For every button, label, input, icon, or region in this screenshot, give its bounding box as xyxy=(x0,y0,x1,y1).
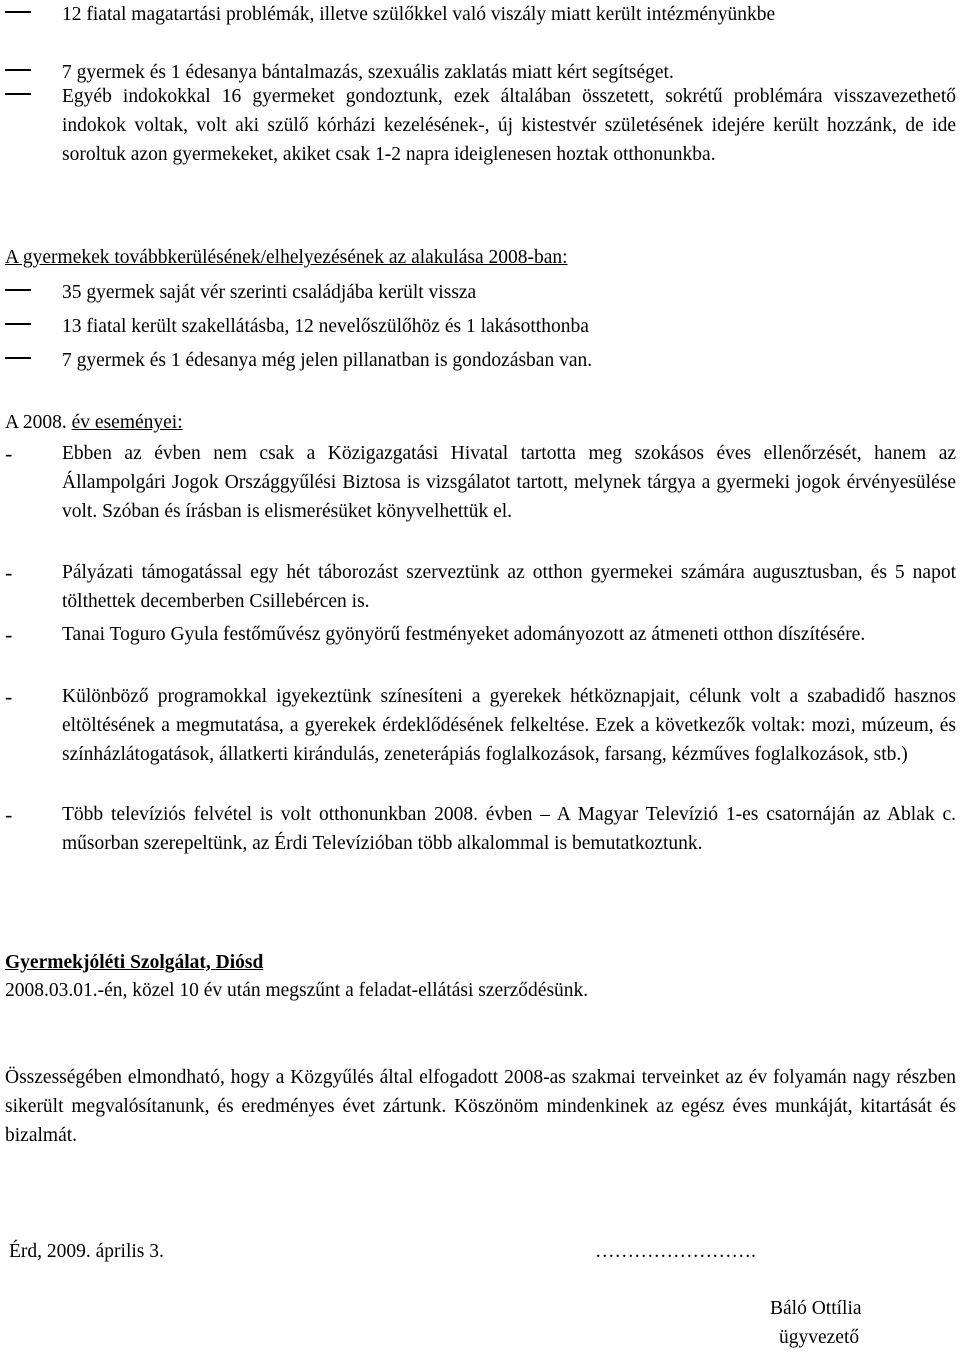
signature-line: ……………………. xyxy=(595,1241,756,1262)
hyphen-bullet: - xyxy=(5,560,13,585)
list-item-text: Különböző programokkal igyekeztünk színesíteni a gyerekek hétköznapjait, célunk volt a szabadidő hasznos eltöltésének a megmutatása, a gyerekek érdeklődésének felkeltése. Ezek a következők voltak: mozi, múzeum, és színházlátogatások, állatkerti kirándulás, zeneterápiás foglalkozások, farsang, kézműves foglalkozások, stb.) xyxy=(62,686,956,765)
dash-bullet-icon xyxy=(5,82,35,95)
list-item xyxy=(5,82,956,169)
placement-heading: A gyermekek továbbkerülésének/elhelyezésének az alakulása 2008-ban: xyxy=(5,247,568,268)
summary-paragraph: Összességében elmondható, hogy a Közgyűlés által elfogadott 2008-as szakmai terveinket az év folyamán nagy részben sikerült megvalósítanunk, és eredményes évet zártunk. Köszönöm mindenkinek az egész éves munkáját, kitartását és bizalmát. xyxy=(5,1067,956,1146)
list-item xyxy=(5,346,956,375)
signer-name: Báló Ottília xyxy=(770,1298,862,1319)
list-item xyxy=(5,0,956,29)
service-text: 2008.03.01.-én, közel 10 év után megszűnt a feladat-ellátási szerződésünk. xyxy=(5,980,589,1001)
dash-bullet-icon xyxy=(5,312,35,325)
service-heading: Gyermekjóléti Szolgálat, Diósd xyxy=(5,952,264,973)
list-item xyxy=(5,800,956,858)
dash-bullet-icon xyxy=(5,58,35,71)
list-item xyxy=(5,620,956,649)
dash-bullet-icon xyxy=(5,346,35,359)
hyphen-bullet: - xyxy=(5,441,13,466)
place-date: Érd, 2009. április 3. xyxy=(9,1241,164,1262)
list-item-text: Ebben az évben nem csak a Közigazgatási Hivatal tartotta meg szokásos éves ellenőrzését, hanem az Állampolgári Jogok Országgyűlési Biztosa is vizsgálatot tartott, melynek tárgya a gyermeki jogok érvényesülése volt. Szóban és írásban is elismerésüket könyvelhettük el. xyxy=(62,443,956,522)
hyphen-bullet: - xyxy=(5,684,13,709)
dash-bullet-icon xyxy=(5,0,35,13)
dash-bullet-icon xyxy=(5,278,35,291)
hyphen-bullet: - xyxy=(5,622,13,647)
list-item-text: 13 fiatal került szakellátásba, 12 nevelőszülőhöz és 1 lakásotthonba xyxy=(62,316,589,337)
list-item-text: 7 gyermek és 1 édesanya bántalmazás, szexuális zaklatás miatt kért segítséget. xyxy=(62,62,674,83)
list-item-text: Pályázati támogatással egy hét táborozást szerveztünk az otthon gyermekei számára augusztusban, és 5 napot tölthettek decemberben Csillebércen is. xyxy=(62,562,956,612)
list-item-text: Több televíziós felvétel is volt otthonunkban 2008. évben – A Magyar Televízió 1-es csatornáján az Ablak c. műsorban szerepeltünk, az Érdi Televízióban több alkalommal is bemutatkoztunk. xyxy=(62,804,956,854)
list-item-text: Tanai Toguro Gyula festőművész gyönyörű festményeket adományozott az átmeneti otthon díszítésére. xyxy=(62,624,866,645)
list-item xyxy=(5,278,956,307)
list-item xyxy=(5,439,956,526)
list-item xyxy=(5,558,956,616)
list-item-text: Egyéb indokokkal 16 gyermeket gondoztunk, ezek általában összetett, sokrétű problémára visszavezethető indokok voltak, volt aki szülő kórházi kezelésének-, új kistestvér születésének idejére került hozzánk, de ide soroltuk azon gyermekeket, akiket csak 1-2 napra ideiglenesen hoztak otthonunkba. xyxy=(62,86,956,165)
hyphen-bullet: - xyxy=(5,802,13,827)
list-item-text: 35 gyermek saját vér szerinti családjába került vissza xyxy=(62,282,477,303)
list-item xyxy=(5,682,956,769)
signer-title: ügyvezető xyxy=(779,1327,860,1348)
events-heading: A 2008. év eseményei: xyxy=(5,412,183,433)
list-item-text: 7 gyermek és 1 édesanya még jelen pillanatban is gondozásban van. xyxy=(62,350,593,371)
list-item xyxy=(5,312,956,341)
list-item-text: 12 fiatal magatartási problémák, illetve szülőkkel való viszály miatt került intézményünkbe xyxy=(62,4,776,25)
